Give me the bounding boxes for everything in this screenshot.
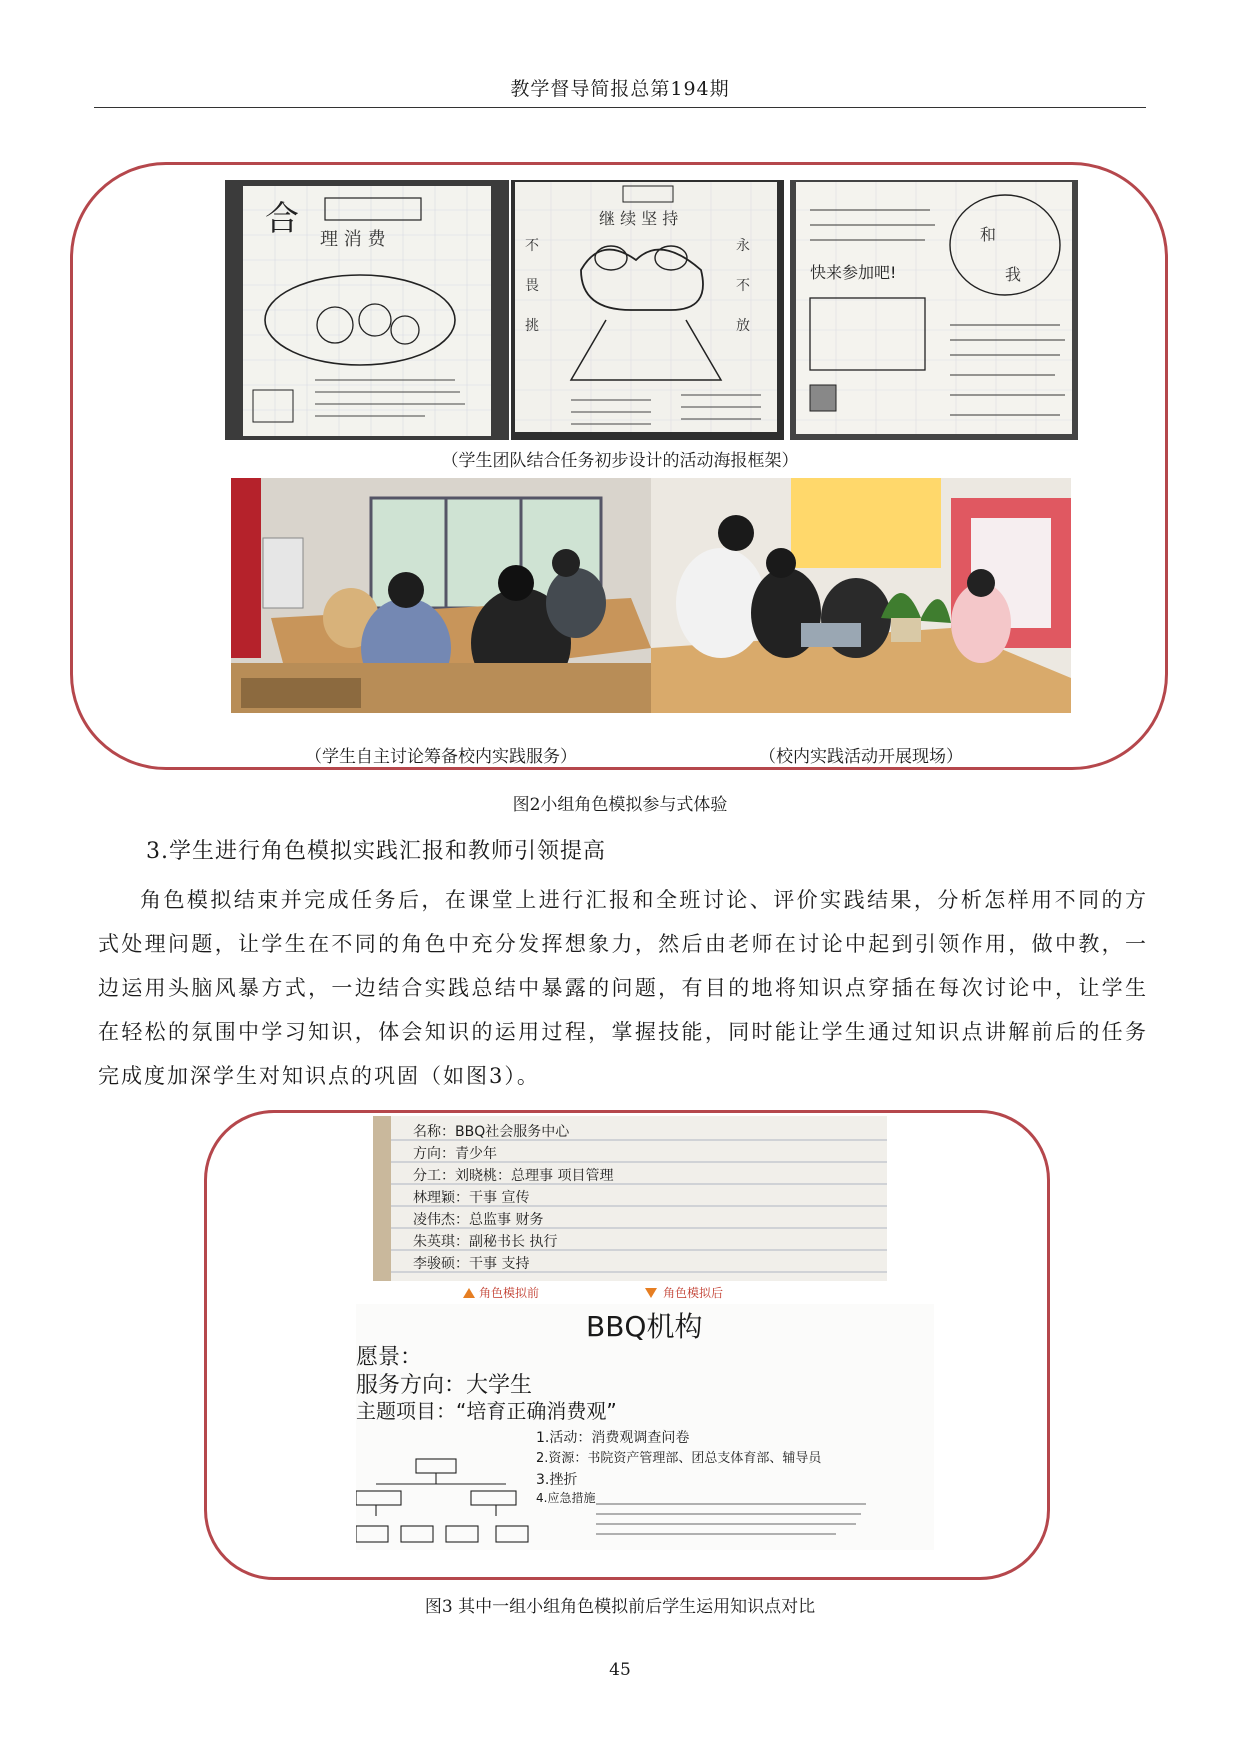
label-after: 角色模拟后 — [663, 1286, 724, 1300]
poster-before-line: 方向：青少年 — [413, 1146, 497, 1162]
poster-after-line: 愿景： — [356, 1345, 423, 1370]
svg-text:挑: 挑 — [525, 318, 539, 334]
caption-onsite: （校内实践活动开展现场） — [759, 747, 963, 767]
poster-before-line: 朱英琪：副秘书长 执行 — [413, 1234, 558, 1250]
poster-before-line: 名称：BBQ社会服务中心 — [413, 1124, 570, 1140]
page-number: 45 — [609, 1660, 631, 1680]
svg-text:和: 和 — [980, 225, 997, 244]
poster-after-photo — [356, 1304, 934, 1550]
section-heading: 3.学生进行角色模拟实践汇报和教师引领提高 — [146, 839, 606, 864]
poster-before-line: 分工：刘晓桃：总理事 项目管理 — [413, 1168, 614, 1184]
svg-text:继 续 坚 持: 继 续 坚 持 — [599, 209, 679, 228]
body-paragraph: 角色模拟结束并完成任务后，在课堂上进行汇报和全班讨论、评价实践结果，分析怎样用不同的方式处理问题，让学生在不同的角色中充分发挥想象力，然后由老师在讨论中起到引领作用，做中教，一边运用头脑风暴方式，一边结合实践总结中暴露的问题，有目的地将知识点穿插在每次讨论中，让学生在轻松的氛围中学习知识，体会知识的运用过程，掌握技能，同时能让学生通过知识点讲解前后的任务完成度加深学生对知识点的巩固（如图3）。 — [98, 888, 1148, 1088]
poster-before-line: 凌伟杰：总监事 财务 — [413, 1212, 544, 1228]
svg-text:我: 我 — [1005, 265, 1022, 284]
poster-before-line: 林理颖：干事 宣传 — [413, 1190, 530, 1206]
poster-after-line: 2.资源：书院资产管理部、团总支体育部、辅导员 — [536, 1451, 822, 1466]
poster-after-line: 4.应急措施 — [536, 1491, 596, 1505]
poster-photo-1 — [225, 180, 509, 440]
poster-after-line: 服务方向：大学生 — [356, 1373, 533, 1398]
discussion-photo — [231, 478, 651, 713]
poster-after-line: 3.挫折 — [536, 1472, 578, 1488]
poster-photo-3 — [790, 180, 1078, 440]
svg-text:不: 不 — [525, 238, 539, 254]
svg-text:合: 合 — [265, 199, 299, 239]
label-before: 角色模拟前 — [479, 1286, 540, 1300]
poster-after-title: BBQ机构 — [586, 1310, 703, 1343]
running-header: 教学督导简报总第194期 — [510, 78, 730, 100]
header-divider — [94, 107, 1146, 108]
caption-discussion: （学生自主讨论筹备校内实践服务） — [305, 747, 577, 767]
poster-photo-2 — [511, 180, 784, 440]
poster-before-photo — [373, 1116, 887, 1281]
svg-text:不: 不 — [736, 278, 750, 294]
comparison-labels — [373, 1284, 887, 1302]
svg-text:畏: 畏 — [525, 278, 539, 294]
svg-text:理 消 费: 理 消 费 — [320, 229, 386, 250]
poster-after-line: 1.活动：消费观调查问卷 — [536, 1430, 690, 1446]
svg-text:永: 永 — [736, 238, 750, 254]
svg-text:快来参加吧!: 快来参加吧! — [810, 263, 897, 282]
figure2-title: 图2小组角色模拟参与式体验 — [512, 795, 728, 815]
svg-text:放: 放 — [736, 318, 750, 334]
onsite-photo — [651, 478, 1071, 713]
caption-posters: （学生团队结合任务初步设计的活动海报框架） — [441, 451, 799, 471]
figure3-title: 图3 其中一组小组角色模拟前后学生运用知识点对比 — [424, 1597, 816, 1617]
poster-after-line: 主题项目：“培育正确消费观” — [356, 1399, 617, 1423]
poster-before-line: 李骏硕：干事 支持 — [413, 1256, 530, 1272]
